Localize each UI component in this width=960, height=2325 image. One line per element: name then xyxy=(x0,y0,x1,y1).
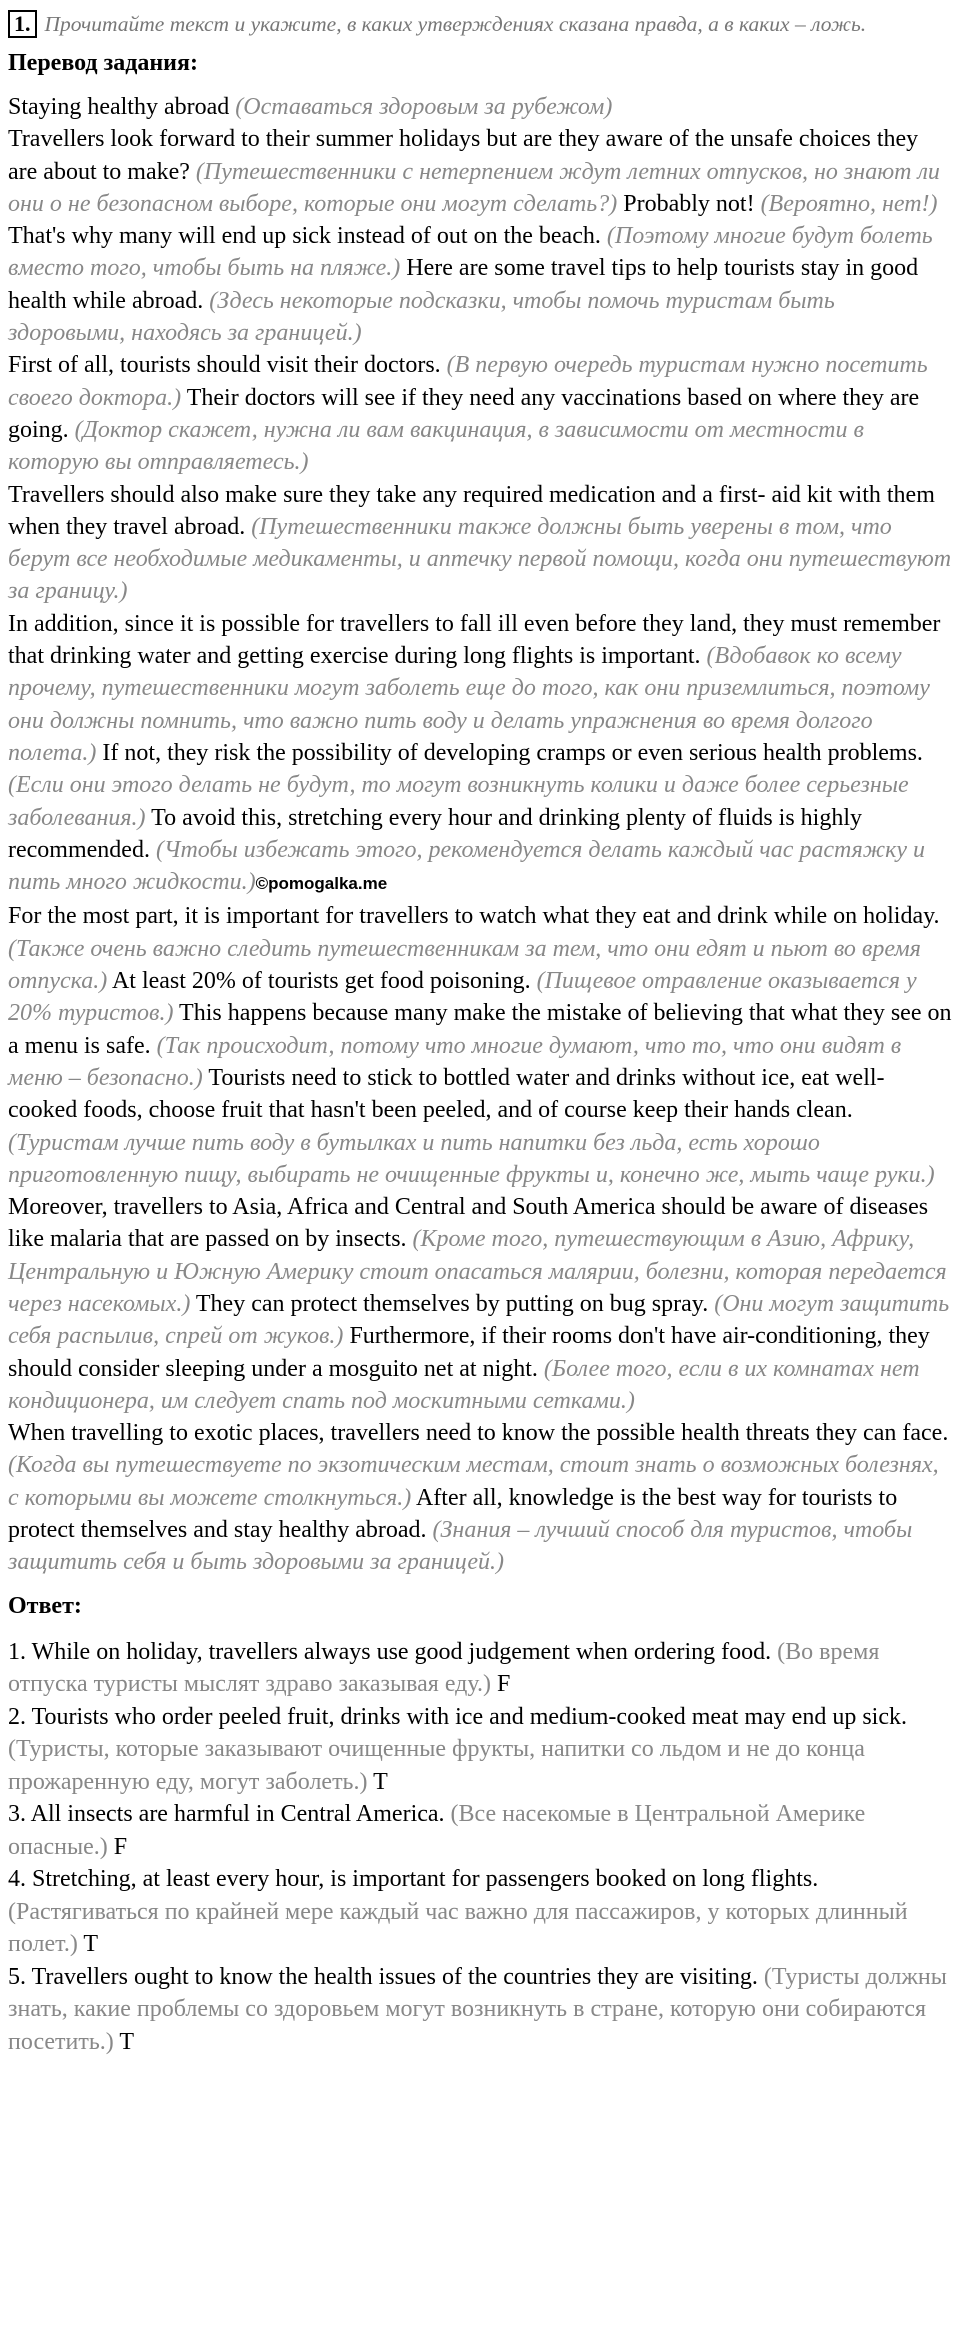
english-sentence: At least 20% of tourists get food poisoning. xyxy=(107,968,537,995)
answer-item xyxy=(8,1961,952,2059)
english-sentence: Travellers look forward to their summer holidays but are they aware of the unsafe choices they are about to make? xyxy=(8,126,919,185)
russian-translation: (Поэтому многие будут болеть вместо того, чтобы быть на пляже.) xyxy=(8,223,933,282)
answer-statement: 5. Travellers ought to know the health issues of the countries they are visiting. xyxy=(8,1963,758,1990)
answer-translation: (Во время отпуска туристы мыслят здраво заказывая еду.) xyxy=(8,1638,880,1698)
english-sentence: To avoid this, stretching every hour and drinking plenty of fluids is highly recommended. xyxy=(8,804,862,863)
russian-translation: (Чтобы избежать этого, рекомендуется делать каждый час растяжку и пить много жидкости.) xyxy=(8,836,925,896)
document-page xyxy=(8,10,952,2058)
answer-item xyxy=(8,1798,952,1863)
russian-translation: (Они могут защитить себя распылив, спрей от жуков.) xyxy=(8,1290,950,1350)
answer-mark: F xyxy=(113,1833,128,1860)
answer-item xyxy=(8,1863,952,1961)
answer-statement: 3. All insects are harmful in Central America. xyxy=(8,1801,445,1828)
english-sentence: Furthermore, if their rooms don't have air-conditioning, they should consider sleeping under a mosguito net at night. xyxy=(8,1323,930,1382)
english-sentence: After all, knowledge is the best way for tourists to protect themselves and stay healthy abroad. xyxy=(8,1484,898,1544)
russian-translation: (Кроме того, путешествующим в Азию, Африку, Центральную и Южную Америку стоит опасаться малярии, болезни, которая передается через насекомых.) xyxy=(8,1226,947,1317)
english-sentence: Tourists need to stick to bottled water and drinks without ice, eat well-cooked foods, choose fruit that hasn't been peeled, and of course keep their hands clean. xyxy=(8,1064,885,1124)
russian-translation: (В первую очередь туристам нужно посетить своего доктора.) xyxy=(8,352,928,411)
text-paragraph xyxy=(8,349,952,478)
text-paragraph xyxy=(8,479,952,608)
english-sentence: For the most part, it is important for travellers to watch what they eat and drink while on holiday. xyxy=(8,903,940,930)
text-paragraph xyxy=(8,123,952,349)
answer-translation: (Растягиваться по крайней мере каждый час важно для пассажиров, у которых длинный полет.) xyxy=(8,1898,908,1958)
task-header xyxy=(8,10,952,38)
russian-translation: (Туристам лучше пить воду в бутылках и пить напитки без льда, есть хорошо приготовленную пищу, выбирать не очищенные фрукты и, конечно же, мыть чаще руки.) xyxy=(8,1129,935,1188)
russian-translation: (Когда вы путешествуете по экзотическим местам, стоит знать о возможных болезнях, с которыми вы можете столкнуться.) xyxy=(8,1452,939,1511)
english-sentence: In addition, since it is possible for travellers to fall ill even before they land, they must remember that drinking water and getting exercise during long flights is important. xyxy=(8,610,941,670)
russian-translation: (Пищевое отравление оказывается у 20% туристов.) xyxy=(8,968,917,1027)
russian-translation: (Путешественники также должны быть уверены в том, что берут все необходимые медикаменты, и аптечку первой помощи, когда они путешествуют за границу.) xyxy=(8,513,952,605)
russian-translation: (Вдобавок ко всему прочему, путешественники могут заболеть еще до того, как они приземлиться, поэтому они должны помнить, что важно пить воду и делать упражнения во время долгого полета.) xyxy=(8,643,930,766)
answer-statement: 4. Stretching, at least every hour, is important for passengers booked on long flights. xyxy=(8,1866,819,1893)
russian-translation: (Более того, если в их комнатах нет кондиционера, им следует спать под москитными сетками.) xyxy=(8,1355,920,1414)
russian-translation: (Так происходит, потому что многие думают, что то, что они видят в меню – безопасно.) xyxy=(8,1032,902,1091)
text-paragraph xyxy=(8,1417,952,1578)
english-sentence: That's why many will end up sick instead of out on the beach. xyxy=(8,223,607,250)
english-sentence: Staying healthy abroad xyxy=(8,94,236,120)
russian-translation: (Знания – лучший способ для туристов, чтобы защитить себя и быть здоровыми за границей.) xyxy=(8,1517,913,1576)
russian-translation: (Также очень важно следить путешественникам за тем, что они едят и пьют во время отпуска.) xyxy=(8,935,921,995)
answer-translation: (Туристы, которые заказывают очищенные фрукты, напитки со льдом и не до конца прожаренную еду, могут заболеть.) xyxy=(8,1736,865,1795)
answer-statement: 2. Tourists who order peeled fruit, drinks with ice and medium-cooked meat may end up sick. xyxy=(8,1703,907,1730)
english-sentence: This happens because many make the mistake of believing that what they see on a menu is safe. xyxy=(8,1000,952,1059)
answer-list xyxy=(8,1636,952,2059)
english-sentence: Probably not! xyxy=(617,190,761,217)
answer-mark: T xyxy=(83,1931,99,1958)
russian-translation: (Путешественники с нетерпением ждут летних отпусков, но знают ли они о не безопасном выборе, которые они могут сделать?) xyxy=(8,158,940,217)
english-sentence: They can protect themselves by putting on bug spray. xyxy=(190,1290,715,1317)
answer-translation: (Все насекомые в Центральной Америке опасные.) xyxy=(8,1801,866,1860)
russian-translation: (Здесь некоторые подсказки, чтобы помочь туристам быть здоровыми, находясь за границей.) xyxy=(8,287,835,347)
answer-mark: F xyxy=(496,1671,511,1698)
russian-translation: (Вероятно, нет!) xyxy=(760,190,938,217)
text-paragraph xyxy=(8,608,952,901)
task-number: 1. xyxy=(8,10,37,38)
answer-mark: T xyxy=(119,2028,135,2055)
answer-statement: 1. While on holiday, travellers always use good judgement when ordering food. xyxy=(8,1638,772,1665)
translation-body xyxy=(8,91,952,1579)
task-instruction: Прочитайте текст и укажите, в каких утверждениях сказана правда, а в каких – ложь. xyxy=(44,12,867,36)
watermark: ©pomogalka.me xyxy=(255,874,388,894)
english-sentence: When travelling to exotic places, travellers need to know the possible health threats they can face. xyxy=(8,1420,949,1447)
russian-translation: (Доктор скажет, нужна ли вам вакцинация, в зависимости от местности в которую вы отправляетесь.) xyxy=(8,416,864,476)
text-paragraph xyxy=(8,900,952,1191)
russian-translation: (Оставаться здоровым за рубежом) xyxy=(235,94,613,120)
answer-translation: (Туристы должны знать, какие проблемы со здоровьем могут возникнуть в стране, которую они собираются посетить.) xyxy=(8,1963,947,2055)
english-sentence: If not, they risk the possibility of developing cramps or even serious health problems. xyxy=(96,739,923,766)
english-sentence: Here are some travel tips to help tourists stay in good health while abroad. xyxy=(8,255,919,314)
answer-title: Ответ: xyxy=(8,1592,82,1619)
english-sentence: Their doctors will see if they need any vaccinations based on where they are going. xyxy=(8,384,920,443)
answer-mark: T xyxy=(373,1768,388,1795)
answer-item xyxy=(8,1636,952,1701)
answer-item xyxy=(8,1701,952,1799)
english-sentence: Travellers should also make sure they take any required medication and a first- aid kit with them when they travel abroad. xyxy=(8,481,935,540)
translation-title: Перевод задания: xyxy=(8,50,198,76)
english-sentence: Moreover, travellers to Asia, Africa and Central and South America should be aware of diseases like malaria that are passed on by insects. xyxy=(8,1194,929,1253)
russian-translation: (Если они этого делать не будут, то могут возникнуть колики и даже более серьезные заболевания.) xyxy=(8,772,909,831)
english-sentence: First of all, tourists should visit their doctors. xyxy=(8,352,447,379)
text-paragraph xyxy=(8,1191,952,1417)
text-paragraph xyxy=(8,91,952,123)
